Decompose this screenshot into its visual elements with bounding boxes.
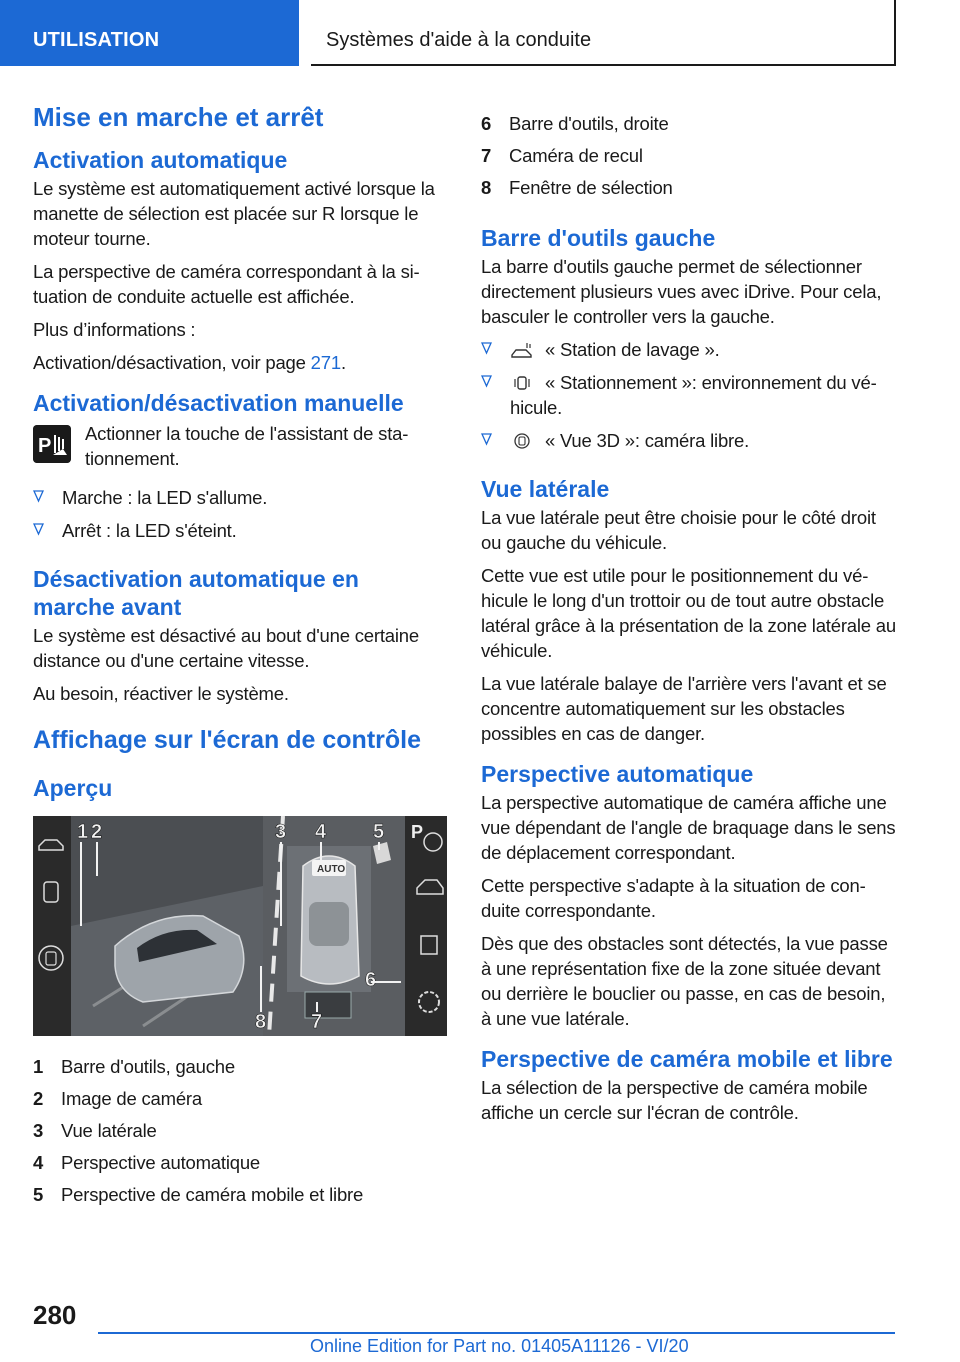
right-toolbar — [405, 816, 447, 1036]
section-title: UTILISATION — [33, 29, 160, 51]
legend-item: 4 Perspective automatique — [33, 1152, 261, 1173]
callout-3: 3 — [275, 821, 287, 843]
legend-item: 6 Barre d'outils, droite — [481, 113, 669, 134]
side-view-text-1: La vue latérale peut être choisie pour le côté droit ou gauche du véhicule. — [481, 507, 876, 553]
left-toolbar-text: La barre d'outils gauche permet de sélectionner directement plusieurs vues avec iDrive. Pour cela, basculer le controller vers la gauche. — [481, 256, 882, 327]
bullet-triangle-icon — [481, 374, 492, 388]
bullet-3d-view: « Vue 3D »: caméra libre. — [481, 428, 896, 453]
camera-view-illustration — [33, 816, 447, 1036]
callout-8: 8 — [255, 1011, 267, 1033]
mobile-camera-text: La sélection de la perspective de caméra mobile affiche un cercle sur l'écran de contrôle. — [481, 1077, 868, 1123]
auto-badge-label: AUTO — [317, 864, 346, 875]
legend-item: 5 Perspective de caméra mobile et libre — [33, 1184, 364, 1205]
page-link[interactable]: 271 — [310, 352, 341, 373]
auto-perspective-text-1: La perspective automatique de caméra affiche une vue dépendant de l'angle de braquage dans le sens de déplacement correspondant. — [481, 792, 896, 863]
callout-5: 5 — [373, 821, 385, 843]
callout-6: 6 — [365, 969, 377, 991]
bullet-off: Arrêt : la LED s'éteint. — [33, 518, 443, 543]
auto-perspective-heading: Perspective automatique — [481, 761, 754, 787]
mobile-camera-heading: Perspective de caméra mobile et libre — [481, 1046, 893, 1072]
auto-deactivation-text-2: Au besoin, réactiver le système. — [33, 683, 289, 704]
bullet-parking: « Stationnement »: environnement du véhicule. — [481, 370, 896, 420]
footer-divider — [98, 1332, 895, 1334]
legend-item: 7 Caméra de recul — [481, 145, 643, 166]
left-column — [33, 100, 443, 1211]
park-assist-button-icon — [33, 425, 71, 463]
left-toolbar-heading: Barre d'outils gauche — [481, 225, 716, 251]
legend-list-right — [481, 108, 896, 204]
auto-activation-heading: Activation automatique — [33, 147, 288, 173]
legend-item: 2 Image de caméra — [33, 1088, 202, 1109]
park-label: P — [411, 822, 424, 842]
bullet-triangle-icon — [481, 432, 492, 446]
cross-reference: Activation/désactivation, voir page 271. — [33, 352, 346, 373]
chapter-tab — [311, 0, 896, 66]
page-number: 280 — [33, 1300, 77, 1330]
auto-deactivation-text-1: Le système est désactivé au bout d'une certaine distance ou d'une certaine vitesse. — [33, 625, 419, 671]
more-info-label: Plus d’informations : — [33, 319, 196, 340]
auto-perspective-text-3: Dès que des obstacles sont détectés, la vue passe à une représentation fixe de la zone située devant ou derrière le bouclier ou passe, en cas de besoin, à une vue latérale. — [481, 933, 888, 1029]
callout-4: 4 — [315, 821, 327, 843]
side-view-heading: Vue latérale — [481, 476, 610, 502]
legend-item: 8 Fenêtre de sélection — [481, 177, 673, 198]
bullet-on: Marche : la LED s'allume. — [33, 485, 443, 510]
edition-note: Online Edition for Part no. 01405A11126 - VI/20 — [310, 1336, 689, 1356]
parking-view-icon — [510, 374, 534, 392]
view-3d-icon — [510, 432, 534, 450]
bullet-triangle-icon — [33, 489, 44, 503]
callout-2: 2 — [91, 821, 103, 843]
legend-item: 1 Barre d'outils, gauche — [33, 1056, 235, 1077]
side-view-text-2: Cette vue est utile pour le positionnement du véhicule le long d'un trottoir ou de tout autre obstacle latéral grâce à la présentation de la zone latérale au véhicule. — [481, 565, 896, 661]
svg-text:P: P — [38, 435, 52, 457]
auto-perspective-text-2: Cette perspective s'adapte à la situation de conduite correspondante. — [481, 875, 866, 921]
callout-1: 1 — [77, 821, 89, 843]
section-tab — [0, 0, 299, 66]
legend-list-left — [33, 1051, 443, 1211]
manual-activation-heading: Activation/désactivation manuelle — [33, 390, 404, 416]
callout-7: 7 — [311, 1011, 323, 1033]
park-assist-instruction — [33, 421, 443, 471]
page-title: Mise en marche et arrêt — [33, 102, 324, 132]
bullet-triangle-icon — [481, 341, 492, 355]
right-column — [481, 108, 896, 1133]
car-wash-icon — [510, 341, 534, 359]
auto-activation-text-1: Le système est automatiquement activé lorsque la manette de sélection est placée sur R lorsque le moteur tourne. — [33, 178, 435, 249]
auto-deactivation-heading: Désactivation automatique en marche avant — [33, 566, 359, 620]
overview-heading: Aperçu — [33, 775, 113, 801]
bullet-triangle-icon — [33, 522, 44, 536]
bullet-car-wash: « Station de lavage ». — [481, 337, 896, 362]
side-view-text-3: La vue latérale balaye de l'arrière vers l'avant et se concentre automatiquement sur les obstacles possibles en cas de danger. — [481, 673, 887, 744]
auto-activation-text-2: La perspective de caméra correspondant à la situation de conduite actuelle est affichée. — [33, 261, 420, 307]
legend-item: 3 Vue latérale — [33, 1120, 157, 1141]
manual-activation-text: Actionner la touche de l'assistant de stationnement. — [85, 423, 409, 469]
display-heading: Affichage sur l'écran de contrôle — [33, 726, 421, 754]
chapter-title: Systèmes d'aide à la conduite — [326, 29, 592, 51]
